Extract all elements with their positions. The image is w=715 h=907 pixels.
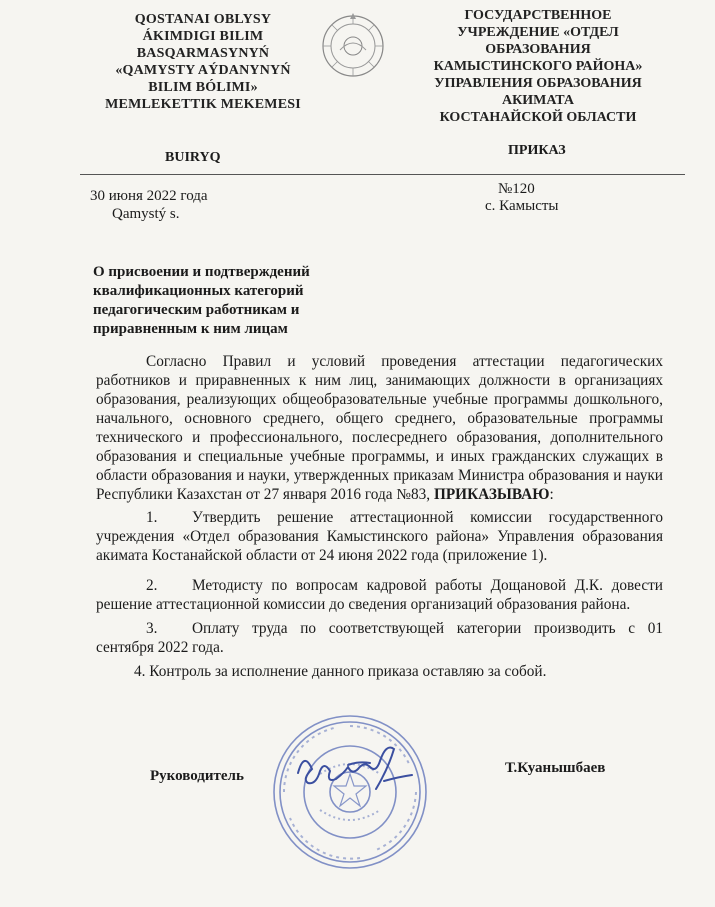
place-kazakh: Qamystý s. — [112, 206, 180, 222]
header-russian-line: КОСТАНАЙСКОЙ ОБЛАСТИ — [439, 110, 637, 125]
intro-command: ПРИКАЗЫВАЮ — [433, 486, 550, 503]
order-title: О присвоении и подтверждений квалификационных категорий педагогическим работникам и приравненным к ним лицам — [93, 264, 310, 337]
order-date: 30 июня 2022 года — [90, 188, 208, 204]
item-number: 1. — [146, 509, 158, 526]
item-number: 3. — [146, 620, 158, 637]
header-russian-line: ОБРАЗОВАНИЯ — [485, 42, 591, 57]
doc-type-russian: ПРИКАЗ — [508, 143, 566, 158]
intro-text: Согласно Правил и условий проведения аттестации педагогических работников и приравненных к ним лиц, занимающих должности в организациях образования, реализующих общеобразовательные учебные программы дошкольного, начального, основного среднего, общего среднего, образовательные программы технического и профессионального, послесреднего образования, дополнительного образования и специальные учебные программы, и иных гражданских служащих в области образования и науки, утвержденных приказам Министра образования и науки Республики Казахстан от 27 января 2016 года №83, — [96, 353, 663, 503]
header-russian-line: УПРАВЛЕНИЯ ОБРАЗОВАНИЯ — [434, 76, 642, 91]
doc-type-kazakh: BUIRYQ — [165, 150, 221, 165]
intro-paragraph — [96, 352, 663, 504]
order-body — [96, 352, 663, 681]
item-number: 2. — [146, 577, 158, 594]
header-divider — [80, 174, 685, 175]
header-kazakh-line: MEMLEKETTIK MEKEMESI — [105, 97, 301, 112]
header-kazakh-line: BASQARMASYNYŃ — [136, 46, 270, 61]
order-number: №120 — [498, 181, 535, 197]
order-item — [96, 508, 663, 565]
signer-title: Руководитель — [150, 768, 244, 784]
header-russian-line: ГОСУДАРСТВЕННОЕ — [464, 8, 612, 23]
order-item: 4. Контроль за исполнение данного приказа оставляю за собой. — [134, 663, 547, 680]
signature-icon — [290, 735, 420, 805]
header-russian-line: УЧРЕЖДЕНИЕ «ОТДЕЛ — [457, 25, 619, 40]
item-text: Методисту по вопросам кадровой работы Дощановой Д.К. довести решение аттестационной комиссии до сведения организаций образования района. — [96, 577, 663, 613]
intro-end: : — [549, 486, 554, 503]
header-kazakh — [88, 11, 318, 113]
header-kazakh-line: «QAMYSTY AÝDANYNYŃ — [115, 63, 291, 78]
header-kazakh-line: ÁKIMDIGI BILIM — [142, 29, 264, 44]
item-text: Оплату труда по соответствующей категории производить с 01 сентября 2022 года. — [96, 620, 663, 656]
order-item — [96, 576, 663, 614]
header-kazakh-line: QOSTANAI OBLYSY — [134, 12, 272, 27]
order-item — [96, 619, 663, 657]
signer-name: Т.Куанышбаев — [505, 760, 606, 776]
state-emblem-icon — [318, 10, 388, 80]
place-russian: с. Камысты — [485, 198, 559, 214]
header-russian — [418, 7, 658, 126]
header-kazakh-line: BILIM BÓLIMI» — [148, 80, 258, 95]
header-russian-line: АКИМАТА — [502, 93, 574, 108]
header-russian-line: КАМЫСТИНСКОГО РАЙОНА» — [433, 59, 643, 74]
item-text: Утвердить решение аттестационной комиссии государственного учреждения «Отдел образования Камыстинского района» Управления образования акимата Костанайской области от 24 июня 2022 года (приложение 1). — [96, 509, 663, 564]
